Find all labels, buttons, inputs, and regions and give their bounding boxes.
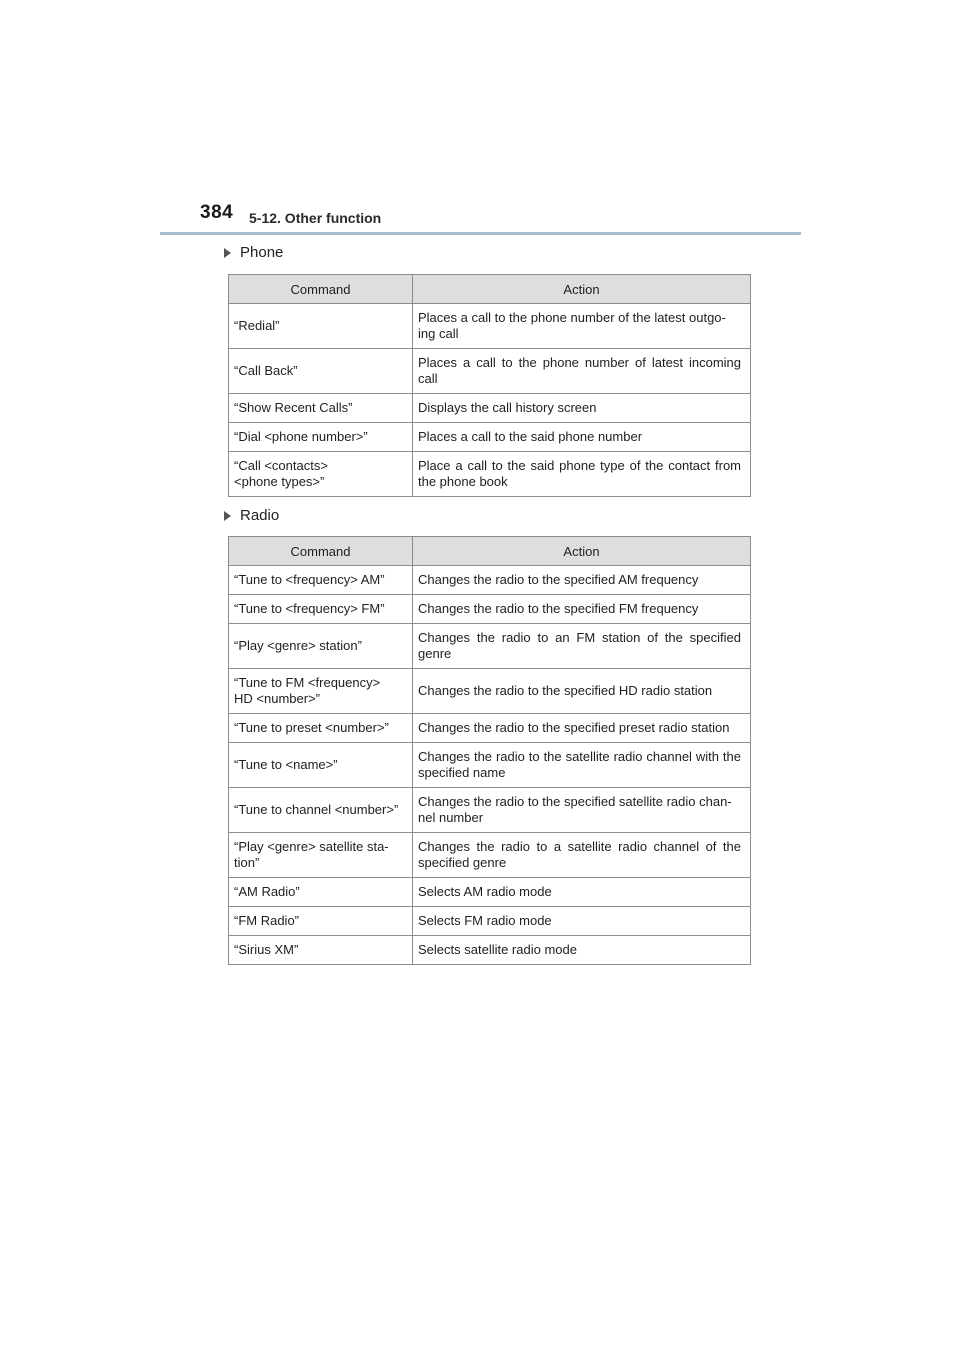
command-cell: “Call Back” <box>229 349 413 394</box>
command-cell: “Play <genre> station” <box>229 624 413 669</box>
command-cell: “Tune to <frequency> FM” <box>229 595 413 624</box>
command-column-header: Command <box>229 275 413 304</box>
table-row <box>229 423 751 452</box>
table-row <box>229 595 751 624</box>
command-cell: “Tune to <frequency> AM” <box>229 566 413 595</box>
command-cell: “AM Radio” <box>229 878 413 907</box>
table-row <box>229 936 751 965</box>
command-cell: “Tune to <name>” <box>229 743 413 788</box>
command-cell: “Call <contacts> <phone types>” <box>229 452 413 497</box>
radio-command-table <box>228 536 751 965</box>
command-column-header: Command <box>229 537 413 566</box>
command-cell: “Tune to channel <number>” <box>229 788 413 833</box>
command-cell: “Play <genre> satellite sta- tion” <box>229 833 413 878</box>
triangle-bullet-icon <box>224 511 231 521</box>
table-row <box>229 304 751 349</box>
action-cell: Changes the radio to the specified FM frequency <box>413 595 751 624</box>
action-cell: Changes the radio to the specified AM frequency <box>413 566 751 595</box>
page-number: 384 <box>200 202 234 223</box>
action-cell: Changes the radio to a satellite radio channel of the specified genre <box>413 833 751 878</box>
table-row <box>229 349 751 394</box>
command-cell: “Tune to preset <number>” <box>229 714 413 743</box>
table-row <box>229 788 751 833</box>
table-header-row <box>229 537 751 566</box>
table-row <box>229 566 751 595</box>
phone-heading-label: Phone <box>240 244 284 261</box>
table-row <box>229 833 751 878</box>
action-cell: Selects FM radio mode <box>413 907 751 936</box>
table-row <box>229 714 751 743</box>
action-cell: Changes the radio to the specified HD radio station <box>413 669 751 714</box>
radio-heading <box>224 507 279 524</box>
action-cell: Place a call to the said phone type of the contact from the phone book <box>413 452 751 497</box>
command-cell: “Redial” <box>229 304 413 349</box>
action-cell: Changes the radio to an FM station of the specified genre <box>413 624 751 669</box>
action-cell: Displays the call history screen <box>413 394 751 423</box>
table-header-row <box>229 275 751 304</box>
header-divider <box>160 232 801 235</box>
command-cell: “Show Recent Calls” <box>229 394 413 423</box>
action-cell: Changes the radio to the specified preset radio station <box>413 714 751 743</box>
action-column-header: Action <box>413 275 751 304</box>
action-cell: Selects satellite radio mode <box>413 936 751 965</box>
command-cell: “Dial <phone number>” <box>229 423 413 452</box>
action-cell: Places a call to the phone number of latest incoming call <box>413 349 751 394</box>
phone-command-table <box>228 274 751 497</box>
command-cell: “Tune to FM <frequency> HD <number>” <box>229 669 413 714</box>
action-cell: Selects AM radio mode <box>413 878 751 907</box>
triangle-bullet-icon <box>224 248 231 258</box>
phone-heading <box>224 244 283 261</box>
table-row <box>229 743 751 788</box>
radio-heading-label: Radio <box>240 507 280 524</box>
table-row <box>229 878 751 907</box>
table-row <box>229 394 751 423</box>
action-cell: Changes the radio to the specified satellite radio chan- nel number <box>413 788 751 833</box>
table-row <box>229 452 751 497</box>
action-column-header: Action <box>413 537 751 566</box>
action-cell: Places a call to the phone number of the latest outgo- ing call <box>413 304 751 349</box>
command-cell: “FM Radio” <box>229 907 413 936</box>
action-cell: Changes the radio to the satellite radio channel with the specified name <box>413 743 751 788</box>
section-title: 5-12. Other function <box>249 210 382 226</box>
table-row <box>229 907 751 936</box>
action-cell: Places a call to the said phone number <box>413 423 751 452</box>
command-cell: “Sirius XM” <box>229 936 413 965</box>
table-row <box>229 624 751 669</box>
table-row <box>229 669 751 714</box>
